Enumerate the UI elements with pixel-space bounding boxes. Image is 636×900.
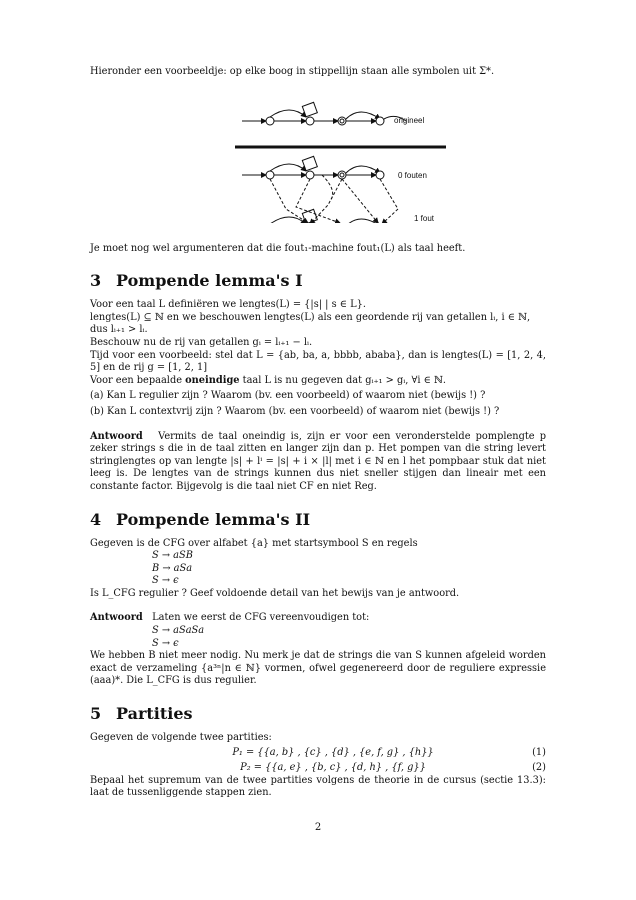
section-4-title: Pompende lemma's II [116, 509, 311, 529]
section-3-title: Pompende lemma's I [116, 271, 303, 291]
sec4-answer-text: We hebben B niet meer nodig. Nu merk je dat de strings die van S kunnen afgeleid worden exact de verzameling {a³ⁿ|n ∈ ℕ} vormen, ofwel gegenereerd door de reguliere expressie (aaa)*. Die L_CFG is dus regulier. [90, 650, 546, 687]
grammar-rule: S → ϵ [152, 575, 179, 587]
question-a: (a) Kan L regulier zijn ? Waarom (bv. een voorbeeld) of waarom niet (bewijs !) ? [90, 390, 486, 402]
label-zero-errors: 0 fouten [398, 170, 427, 180]
page-number: 2 [314, 822, 322, 833]
intro-text: Hieronder een voorbeeldje: op elke boog in stippellijn staan alle symbolen uit Σ*. [90, 66, 495, 77]
equation-1-body: P₁ = {{a, b} , {c} , {d} , {e, f, g} , {h}} [232, 746, 434, 758]
equation-2-number: (2) [532, 761, 546, 773]
sec3-answer-label: Antwoord [90, 430, 143, 442]
equation-1-number: (1) [532, 746, 546, 758]
equation-2 [90, 760, 546, 775]
equation-2-body: P₂ = {{a, e} , {b, c} , {d, h} , {f, g}} [240, 761, 426, 773]
section-4-number: 4 [90, 509, 102, 529]
sec3-answer [90, 431, 546, 494]
simplified-rule: S → aSaSa [152, 625, 205, 637]
section-5 [90, 705, 546, 800]
section-5-heading [90, 705, 546, 723]
sec3-p1: Voor een taal L definiëren we lengtes(L) = {|s| | s ∈ L}. [90, 299, 366, 311]
automaton-figure [90, 83, 546, 223]
sec4-answer-intro-text: Laten we eerst de CFG vereenvoudigen tot: [152, 612, 370, 624]
sec3-p5-bold: oneindige [185, 374, 240, 386]
automaton-diagram [90, 83, 546, 223]
sec4-p1: Gegeven is de CFG over alfabet {a} met startsymbool S en regels [90, 537, 418, 549]
section-5-title: Partities [116, 704, 193, 724]
grammar-rule: S → aSB [152, 550, 193, 562]
label-one-error: 1 fout [414, 213, 435, 223]
sec3-p5-post: taal L is nu gegeven dat gᵢ₊₁ > gᵢ, ∀i ∈ ℕ. [239, 374, 447, 386]
section-3-number: 3 [90, 271, 102, 291]
section-4-heading [90, 511, 546, 529]
sec3-answer-text: Vermits de taal oneindig is, zijn er voor een veronderstelde pomplengte p zeker strings s die in de taal zitten en langer zijn dan p. Het pompen van die string levert stringlengtes op van lengte |s| + lⁱ = |s| + i × |l| met i ∈ ℕ en l het pompbaar stuk dat niet leeg is. De lengtes van de strings kunnen dus niet sneller stijgen dan lineair met een constante factor. Bijgevolg is die taal niet CF en niet Reg. [90, 430, 546, 492]
sec4-p2: Is L_CFG regulier ? Geef voldoende detail van het bewijs van je antwoord. [90, 587, 460, 599]
sec3-p4: Tijd voor een voorbeeld: stel dat L = {ab, ba, a, bbbb, ababa}, dan is lengtes(L) = [1, 2, 4, 5] en de rij g = [1, 2, 1] [90, 349, 546, 374]
grammar-rule: B → aSa [152, 562, 193, 574]
label-original: origineel [394, 115, 425, 125]
section-4 [90, 511, 546, 689]
sec3-p2: lengtes(L) ⊆ ℕ en we beschouwen lengtes(L) als een geordende rij van getallen lᵢ, i ∈ ℕ, dus lᵢ₊₁ > lᵢ. [90, 311, 531, 336]
sec5-p1: Gegeven de volgende twee partities: [90, 732, 272, 744]
sec5-p2: Bepaal het supremum van de twee partities volgens de theorie in de cursus (sectie 13.3): laat de tussenliggende stappen zien. [90, 774, 546, 799]
sec4-answer-intro [90, 612, 546, 625]
sec3-p3: Beschouw nu de rij van getallen gᵢ = lᵢ₊₁ − lᵢ. [90, 336, 313, 348]
question-b: (b) Kan L contextvrij zijn ? Waarom (bv. een voorbeeld) of waarom niet (bewijs !) ? [90, 405, 500, 417]
after-figure-text: Je moet nog wel argumenteren dat die fout₁-machine fout₁(L) als taal heeft. [90, 242, 466, 254]
sec3-p5-pre: Voor een bepaalde [90, 374, 186, 386]
section-3 [90, 272, 546, 493]
sec3-p5 [90, 375, 546, 388]
document-page [90, 66, 546, 800]
sec4-answer-label: Antwoord [90, 612, 143, 624]
section-5-number: 5 [90, 704, 102, 724]
equation-1 [90, 745, 546, 760]
simplified-rule: S → ϵ [152, 637, 179, 649]
section-3-heading [90, 272, 546, 290]
